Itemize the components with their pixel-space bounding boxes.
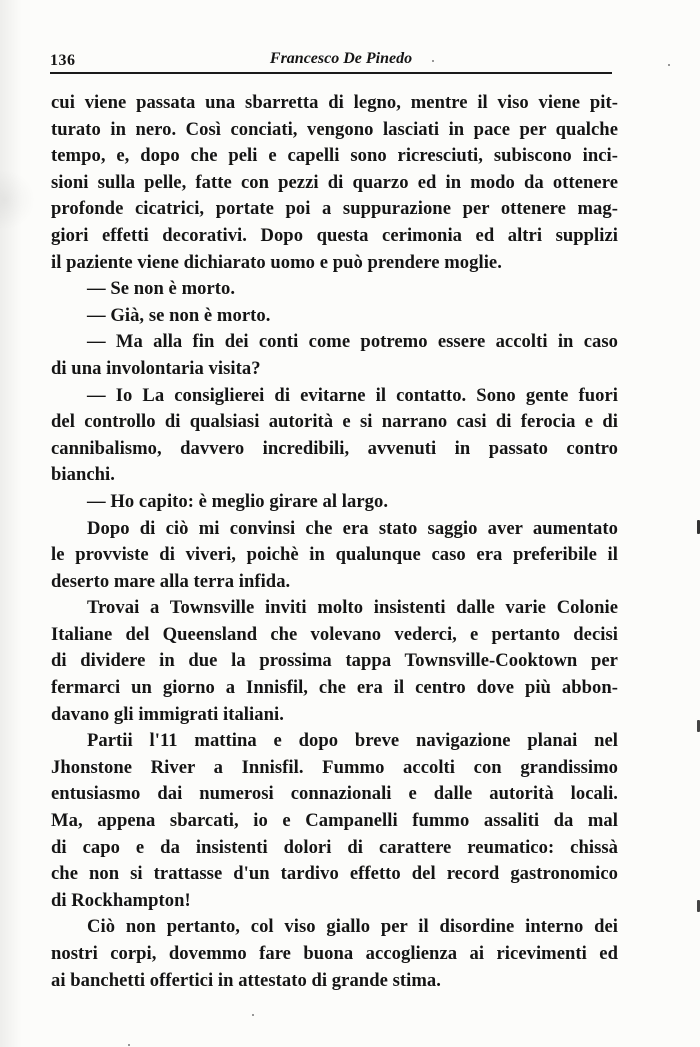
text-line: le provviste di viveri, poichè in qualunque caso era preferibile il: [51, 544, 618, 566]
scan-speck: [668, 64, 670, 66]
text-line: cannibalismo, davvero incredibili, avvenuti in passato contro: [51, 437, 618, 459]
paragraph: [51, 595, 618, 728]
text-line: — Ma alla fin dei conti come potremo essere accolti in caso: [87, 331, 618, 353]
page-header: [50, 46, 612, 74]
text-line: tempo, e, dopo che peli e capelli sono ricresciuti, subiscono inci-: [51, 145, 618, 167]
paragraph: [51, 329, 618, 382]
text-line: Trovai a Townsville inviti molto insistenti dalle varie Colonie: [87, 597, 618, 619]
text-line: Partii l'11 mattina e dopo breve navigazione planai nel: [87, 730, 618, 752]
text-line: di capo e da insistenti dolori di carattere reumatico: chissà: [51, 836, 618, 858]
page-number: 136: [50, 52, 76, 69]
text-line: davano gli immigrati italiani.: [51, 703, 284, 725]
paragraph: [51, 489, 618, 516]
body-text: [51, 90, 618, 994]
text-line: Ciò non pertanto, col viso giallo per il disordine interno dei: [87, 916, 618, 938]
text-line: di Rockhampton!: [51, 889, 191, 911]
text-line: bianchi.: [51, 464, 115, 486]
paragraph: [51, 90, 618, 276]
scan-speck: [128, 1044, 130, 1046]
text-line: cui viene passata una sbarretta di legno, mentre il viso viene pit-: [51, 92, 618, 113]
text-line: di una involontaria visita?: [51, 357, 261, 379]
running-title: Francesco De Pinedo: [269, 50, 413, 67]
text-line: di dividere in due la prossima tappa Townsville-Cooktown per: [51, 650, 618, 672]
text-line: che non si trattasse d'un tardivo effetto del record gastronomico: [51, 863, 618, 885]
text-line: Dopo di ciò mi convinsi che era stato saggio aver aumentato: [87, 517, 618, 539]
paragraph: [51, 383, 618, 489]
text-line: entusiasmo dai numerosi connazionali e dalle autorità locali.: [51, 783, 618, 805]
text-line: Jhonstone River a Innisfil. Fummo accolti con grandissimo: [51, 756, 618, 778]
paragraph: [51, 914, 618, 994]
text-line: fermarci un giorno a Innisfil, che era il centro dove più abbon-: [51, 677, 618, 699]
text-line: Italiane del Queensland che volevano vederci, e pertanto decisi: [51, 623, 618, 645]
text-line: — Io La consiglierei di evitarne il contatto. Sono gente fuori: [87, 384, 618, 406]
text-line: profonde cicatrici, portate poi a suppurazione per ottenere mag-: [51, 198, 618, 220]
paragraph: [51, 303, 618, 330]
scan-speck: [432, 60, 434, 62]
paragraph: [51, 276, 618, 303]
text-line: ai banchetti offertici in attestato di grande stima.: [51, 969, 441, 991]
text-line: turato in nero. Così conciati, vengono lasciati in pace per qualche: [51, 118, 618, 140]
text-line: il paziente viene dichiarato uomo e può prendere moglie.: [51, 251, 502, 273]
paragraph: [51, 516, 618, 596]
paragraph: [51, 728, 618, 914]
scan-speck: [252, 1014, 254, 1016]
text-line: giori effetti decorativi. Dopo questa cerimonia ed altri supplizi: [51, 224, 618, 246]
text-line: — Se non è morto.: [87, 278, 236, 300]
text-line: — Ho capito: è meglio girare al largo.: [87, 490, 389, 512]
text-line: — Già, se non è morto.: [87, 304, 271, 326]
text-line: deserto mare alla terra infida.: [51, 570, 291, 592]
text-line: sioni sulla pelle, fatte con pezzi di quarzo ed in modo da ottenere: [51, 171, 618, 193]
text-line: Ma, appena sbarcati, io e Campanelli fummo assaliti da mal: [51, 810, 618, 832]
text-line: del controllo di qualsiasi autorità e si narrano casi di ferocia e di: [51, 411, 618, 433]
text-line: nostri corpi, dovemmo fare buona accoglienza ai ricevimenti ed: [51, 943, 618, 964]
